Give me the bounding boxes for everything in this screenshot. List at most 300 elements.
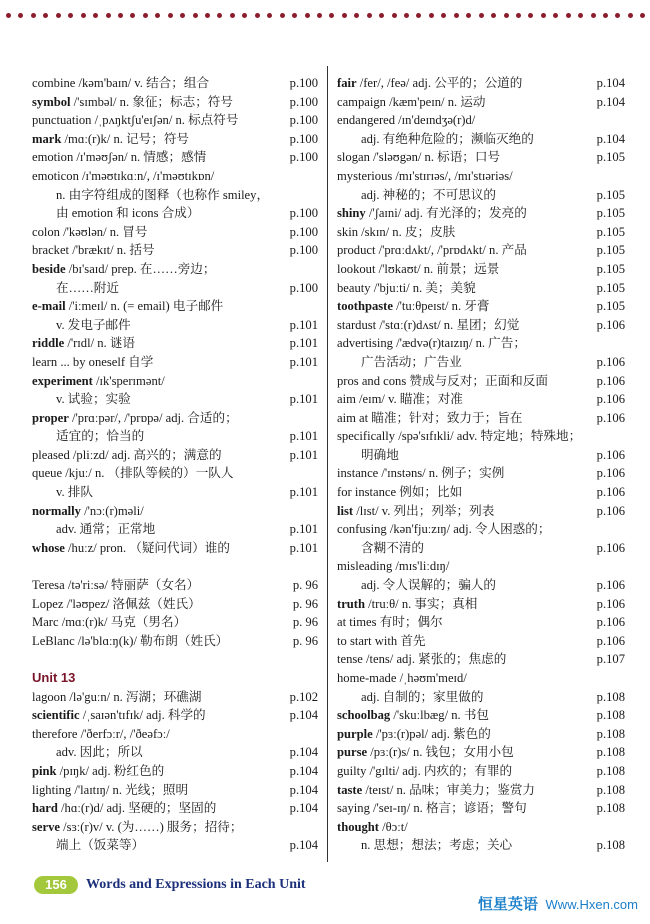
- entry-definition: /'ʃaɪni/ adj. 有光泽的；发亮的: [365, 206, 527, 221]
- vocab-entry: [337, 427, 625, 446]
- entry-text: [337, 427, 581, 446]
- page-reference: p. 96: [292, 633, 318, 648]
- vocab-entry: [337, 576, 625, 595]
- vocab-entry: [337, 557, 625, 576]
- entry-definition: lookout /'lʊkaʊt/ n. 前景；远景: [337, 261, 500, 276]
- entry-definition: beauty /'bjuːti/ n. 美；美貌: [337, 280, 476, 295]
- entry-definition: /huːz/ pron. （疑问代词）谁的: [64, 540, 230, 555]
- entry-text: [337, 650, 506, 669]
- entry-text: [32, 93, 233, 112]
- entry-definition: therefore /'ðerfɔːr/, /'ðeəfɔː/: [32, 726, 170, 741]
- vocab-entry: [337, 539, 625, 558]
- entry-text: [32, 427, 144, 446]
- entry-definition: v. 试验；实验: [56, 392, 131, 407]
- dot: [392, 13, 397, 18]
- vocab-entry: [337, 316, 625, 335]
- vocab-entry: [32, 743, 318, 762]
- entry-text: [337, 557, 449, 576]
- vocab-entry: [32, 762, 318, 781]
- entry-definition: /pɜː(r)s/ n. 钱包；女用小包: [367, 745, 514, 760]
- dot: [516, 13, 521, 18]
- vocab-entry: [32, 93, 318, 112]
- entry-text: [337, 818, 408, 837]
- vocab-entry: [32, 372, 318, 391]
- vocab-entry: [32, 223, 318, 242]
- entry-definition: n. 思想；想法；考虑；关心: [361, 838, 513, 853]
- page-reference: p.100: [289, 224, 318, 239]
- entry-text: [32, 539, 230, 558]
- dot: [628, 13, 633, 18]
- dot: [317, 13, 322, 18]
- page-reference: p.106: [596, 540, 625, 555]
- dot: [93, 13, 98, 18]
- vocab-entry: [337, 632, 625, 651]
- headword: fair: [337, 76, 357, 90]
- entry-text: [337, 260, 499, 279]
- dot: [466, 13, 471, 18]
- entry-text: [337, 613, 443, 632]
- entry-definition: LeBlanc /lə'blɑːŋ(k)/ 勒布朗（姓氏）: [32, 633, 229, 648]
- entry-text: [32, 762, 164, 781]
- vocab-entry: [32, 446, 318, 465]
- entry-text: [337, 409, 522, 428]
- vocab-entry: [32, 502, 318, 521]
- dot: [640, 13, 645, 18]
- vocab-entry: [337, 483, 625, 502]
- page-reference: p.108: [596, 838, 625, 853]
- entry-definition: lighting /'laɪtɪŋ/ n. 光线；照明: [32, 782, 189, 797]
- vocab-entry: [32, 74, 318, 93]
- headword: beside: [32, 261, 66, 276]
- entry-text: [337, 353, 462, 372]
- entry-definition: /'prɑːpər/, /'prɒpə/ adj. 合适的；: [68, 410, 238, 425]
- entry-text: [337, 390, 463, 409]
- entry-text: [32, 520, 155, 539]
- page-reference: p. 96: [292, 578, 318, 593]
- vocab-entry: [337, 74, 625, 93]
- entry-text: [337, 372, 548, 391]
- vocab-entry: [337, 669, 625, 688]
- headword: taste: [337, 782, 363, 797]
- page-reference: p. 96: [292, 615, 318, 630]
- entry-text: [32, 464, 234, 483]
- headword: pink: [32, 763, 57, 778]
- page-reference: p.101: [289, 540, 318, 555]
- vocab-entry: [32, 483, 318, 502]
- dot: [342, 13, 347, 18]
- entry-definition: queue /kjuː/ n. （排队等候的）一队人: [32, 466, 234, 481]
- vocab-entry: [32, 334, 318, 353]
- page-reference: p.106: [596, 503, 625, 518]
- entry-definition: bracket /'brækɪt/ n. 括号: [32, 243, 155, 258]
- page-reference: p. 96: [292, 596, 318, 611]
- entry-text: [337, 688, 483, 707]
- headword: toothpaste: [337, 299, 393, 314]
- column-divider: [327, 66, 328, 862]
- dot: [416, 13, 421, 18]
- entry-text: [337, 74, 522, 93]
- dot: [155, 13, 160, 18]
- entry-text: [337, 167, 513, 186]
- page-reference: p.106: [596, 447, 625, 462]
- dot: [528, 13, 533, 18]
- vocab-entry: [337, 464, 625, 483]
- vocab-entry: [337, 204, 625, 223]
- watermark: [478, 896, 638, 914]
- dot: [491, 13, 496, 18]
- vocab-entry: [32, 297, 318, 316]
- entry-text: [337, 223, 455, 242]
- entry-definition: /truːθ/ n. 事实；真相: [365, 596, 478, 611]
- page-reference: p.101: [289, 485, 318, 500]
- watermark-brand: 恒星英语: [477, 896, 538, 913]
- vocab-entry: [337, 93, 625, 112]
- vocab-entry: [32, 725, 318, 744]
- page-reference: p.100: [289, 113, 318, 128]
- dot: [603, 13, 608, 18]
- entry-definition: Marc /mɑː(r)k/ 马克（男名）: [32, 615, 187, 630]
- entry-definition: slogan /'sləʊgən/ n. 标语；口号: [337, 150, 501, 165]
- dot: [242, 13, 247, 18]
- page-reference: p.106: [596, 596, 625, 611]
- entry-text: [32, 316, 131, 335]
- entry-definition: saying /'seɪ-ɪŋ/ n. 格言；谚语；警句: [337, 801, 527, 816]
- page-reference: p.101: [289, 354, 318, 369]
- entry-definition: specifically /spə'sɪfɪkli/ adv. 特定地；特殊地；: [337, 429, 582, 444]
- page-reference: p.105: [596, 299, 625, 314]
- entry-definition: /ˌsaɪən'tɪfɪk/ adj. 科学的: [79, 708, 206, 723]
- entry-text: [32, 204, 199, 223]
- watermark-url: Www.Hxen.com: [545, 897, 638, 912]
- page-reference: p.105: [596, 206, 625, 221]
- headword: schoolbag: [337, 708, 391, 723]
- vocab-entry: [337, 279, 625, 298]
- entry-text: [337, 483, 462, 502]
- page-reference: p.102: [289, 689, 318, 704]
- page-reference: p.104: [596, 94, 625, 109]
- entry-definition: mysterious /mɪ'stɪrɪəs/, /mɪ'stɪəriəs/: [337, 168, 513, 183]
- headword: list: [337, 503, 354, 518]
- entry-text: [32, 483, 93, 502]
- entry-definition: product /'prɑːdʌkt/, /'prɒdʌkt/ n. 产品: [337, 243, 527, 258]
- vocab-entry: [337, 762, 625, 781]
- entry-text: [337, 446, 399, 465]
- entry-definition: lagoon /lə'guːn/ n. 泻湖；环礁湖: [32, 689, 202, 704]
- headword: hard: [32, 801, 58, 816]
- page-reference: p.106: [596, 354, 625, 369]
- entry-text: [32, 502, 144, 521]
- vocab-entry: [32, 520, 318, 539]
- entry-text: [337, 762, 512, 781]
- entry-definition: /'iːmeɪl/ n. (= email) 电子邮件: [65, 299, 224, 314]
- vocab-entry: [32, 706, 318, 725]
- entry-text: [32, 613, 186, 632]
- dot: [143, 13, 148, 18]
- vocab-entry: [32, 148, 318, 167]
- entry-text: [337, 669, 467, 688]
- entry-text: [32, 223, 148, 242]
- page-reference: p.104: [596, 131, 625, 146]
- page-reference: p.104: [289, 708, 318, 723]
- entry-text: [337, 781, 535, 800]
- dot: [18, 13, 23, 18]
- vocab-entry: [32, 111, 318, 130]
- entry-text: [337, 204, 527, 223]
- headword: thought: [337, 819, 379, 834]
- entry-text: [337, 632, 426, 651]
- headword: scientific: [32, 708, 80, 723]
- page-reference: p.106: [596, 392, 625, 407]
- dot: [429, 13, 434, 18]
- vocab-entry: [337, 111, 625, 130]
- vocab-entry: [337, 595, 625, 614]
- page-reference: p.107: [596, 652, 625, 667]
- headword: serve: [32, 819, 60, 834]
- vocab-entry: [32, 818, 318, 837]
- entry-definition: /'nɔː(r)məli/: [80, 503, 144, 518]
- headword: purse: [337, 745, 368, 760]
- dot: [292, 13, 297, 18]
- page-reference: p.101: [289, 522, 318, 537]
- vocab-entry: [32, 464, 318, 483]
- entry-text: [32, 372, 165, 391]
- entry-definition: aim at 瞄准；针对；致力于；旨在: [337, 410, 523, 425]
- vocab-entry: [337, 743, 625, 762]
- entry-definition: skin /skɪn/ n. 皮；皮肤: [337, 224, 456, 239]
- entry-text: [32, 595, 201, 614]
- vocab-entry: [337, 725, 625, 744]
- entry-text: [32, 130, 189, 149]
- vocab-entry: [337, 148, 625, 167]
- page-reference: p.100: [289, 76, 318, 90]
- entry-definition: /pɪŋk/ adj. 粉红色的: [56, 763, 165, 778]
- vocab-entry: [337, 334, 625, 353]
- vocab-entry: [337, 372, 625, 391]
- page-reference: p.100: [289, 243, 318, 258]
- vocab-entry: [337, 409, 625, 428]
- entry-text: [32, 279, 119, 298]
- left-vocabulary-column: [32, 74, 318, 855]
- headword: truth: [337, 596, 365, 611]
- entry-definition: 在……附近: [56, 280, 119, 295]
- vocab-entry: [337, 650, 625, 669]
- page-reference: p.106: [596, 317, 625, 332]
- entry-definition: learn ... by oneself 自学: [32, 354, 154, 369]
- page-reference: p.101: [289, 447, 318, 462]
- entry-text: [32, 334, 135, 353]
- page-reference: p.100: [289, 94, 318, 109]
- page-reference: p.100: [289, 150, 318, 165]
- entry-definition: v. 发电子邮件: [56, 317, 131, 332]
- entry-text: [337, 706, 489, 725]
- entry-definition: 端上（饭菜等）: [56, 838, 145, 853]
- entry-definition: /fer/, /feə/ adj. 公平的；公道的: [356, 76, 523, 90]
- page-reference: p.104: [289, 763, 318, 778]
- entry-definition: 明确地: [361, 447, 399, 462]
- entry-definition: /lɪst/ v. 列出；列举；列表: [353, 503, 495, 518]
- entry-text: [337, 520, 550, 539]
- dot: [379, 13, 384, 18]
- vocab-entry: [337, 390, 625, 409]
- vocab-entry: [337, 781, 625, 800]
- dot: [441, 13, 446, 18]
- entry-definition: adj. 自制的；家里做的: [361, 689, 484, 704]
- vocab-entry: [32, 799, 318, 818]
- entry-definition: adj. 有绝种危险的；濒临灭绝的: [361, 131, 534, 146]
- entry-definition: /θɔːt/: [379, 819, 408, 834]
- page-reference: p.106: [596, 485, 625, 500]
- entry-text: [32, 818, 243, 837]
- entry-text: [32, 799, 216, 818]
- page-reference: p.105: [596, 243, 625, 258]
- vocab-entry: [32, 539, 318, 558]
- vocab-entry: [337, 799, 625, 818]
- entry-text: [337, 539, 424, 558]
- vocab-entry: [32, 204, 318, 223]
- vocab-entry: [337, 167, 625, 186]
- page-reference: p.105: [596, 187, 625, 202]
- entry-definition: n. 由字符组成的图释（也称作 smiley，: [56, 187, 270, 202]
- page-reference: p.101: [289, 317, 318, 332]
- vocab-entry: [32, 241, 318, 260]
- dot: [217, 13, 222, 18]
- vocab-entry: [32, 836, 318, 855]
- entry-text: [337, 502, 494, 521]
- entry-definition: /'rɪdl/ n. 谜语: [64, 336, 136, 351]
- headword: normally: [32, 503, 81, 518]
- entry-text: [337, 241, 527, 260]
- entry-definition: adv. 通常；正常地: [56, 522, 156, 537]
- entry-text: [32, 74, 209, 93]
- dot: [31, 13, 36, 18]
- entry-text: [337, 595, 477, 614]
- entry-definition: colon /'kəʊlən/ n. 冒号: [32, 224, 148, 239]
- vocab-entry: [337, 706, 625, 725]
- dot: [68, 13, 73, 18]
- page-reference: p.108: [596, 782, 625, 797]
- page-reference: p.101: [289, 429, 318, 444]
- entry-definition: pleased /pliːzd/ adj. 高兴的；满意的: [32, 447, 222, 462]
- entry-definition: stardust /'stɑː(r)dʌst/ n. 星团；幻觉: [337, 317, 520, 332]
- dot: [130, 13, 135, 18]
- entry-text: [32, 632, 228, 651]
- entry-definition: /'skuːlbæg/ n. 书包: [390, 708, 490, 723]
- headword: symbol: [32, 94, 71, 109]
- entry-text: [32, 297, 223, 316]
- page-reference: p.108: [596, 801, 625, 816]
- dot: [329, 13, 334, 18]
- vocab-entry: [32, 427, 318, 446]
- decorative-dot-border: [6, 13, 646, 21]
- vocab-entry: [337, 223, 625, 242]
- vocab-entry: [337, 502, 625, 521]
- dot: [566, 13, 571, 18]
- entry-definition: /bɪ'saɪd/ prep. 在……旁边；: [65, 261, 216, 276]
- page-reference: p.104: [596, 76, 625, 90]
- dot: [553, 13, 558, 18]
- vocab-entry: [32, 595, 318, 614]
- entry-text: [337, 725, 491, 744]
- entry-definition: to start with 首先: [337, 633, 426, 648]
- page-reference: p.106: [596, 615, 625, 630]
- vocab-entry: [337, 297, 625, 316]
- headword: shiny: [337, 206, 366, 221]
- entry-definition: /'pɜː(r)pəl/ adj. 紫色的: [372, 726, 491, 741]
- page-reference: p.104: [289, 838, 318, 853]
- entry-text: [337, 111, 475, 130]
- dot: [504, 13, 509, 18]
- page-reference: p.101: [289, 392, 318, 407]
- entry-text: [32, 743, 143, 762]
- dot: [578, 13, 583, 18]
- page-reference: p.106: [596, 373, 625, 388]
- dot: [6, 13, 11, 18]
- vocab-entry: [32, 353, 318, 372]
- entry-definition: punctuation /ˌpʌŋktʃu'eɪʃən/ n. 标点符号: [32, 113, 239, 128]
- dot: [591, 13, 596, 18]
- page-reference: p.106: [596, 578, 625, 593]
- dot: [404, 13, 409, 18]
- entry-text: [32, 260, 215, 279]
- page-reference: p.108: [596, 745, 625, 760]
- entry-definition: adv. 因此；所以: [56, 745, 143, 760]
- vocab-entry: [32, 781, 318, 800]
- headword: whose: [32, 540, 65, 555]
- entry-definition: advertising /'ædvə(r)taɪzɪŋ/ n. 广告；: [337, 336, 526, 351]
- dot: [454, 13, 459, 18]
- page-reference: p.106: [596, 466, 625, 481]
- dot: [43, 13, 48, 18]
- entry-definition: tense /tens/ adj. 紧张的；焦虑的: [337, 652, 507, 667]
- entry-definition: 广告活动；广告业: [361, 354, 462, 369]
- vocab-entry: [337, 186, 625, 205]
- dot: [106, 13, 111, 18]
- vocab-entry: [337, 688, 625, 707]
- entry-definition: home-made /ˌhəʊm'meɪd/: [337, 671, 467, 685]
- entry-text: [337, 130, 534, 149]
- entry-definition: emotion /ɪ'məʊʃən/ n. 情感；感情: [32, 150, 207, 165]
- entry-text: [337, 297, 489, 316]
- vocab-entry: [32, 390, 318, 409]
- entry-definition: Lopez /'ləʊpez/ 洛佩兹（姓氏）: [32, 596, 201, 611]
- entry-definition: campaign /kæm'peɪn/ n. 运动: [337, 94, 486, 109]
- entry-definition: /mɑː(r)k/ n. 记号；符号: [61, 131, 190, 146]
- page-reference: p.105: [596, 224, 625, 239]
- vocab-entry: [337, 836, 625, 855]
- entry-definition: /teɪst/ n. 品味；审美力；鉴赏力: [362, 782, 536, 797]
- vocab-entry: [32, 260, 318, 279]
- entry-definition: aim /eɪm/ v. 瞄准；对准: [337, 392, 463, 407]
- dot: [118, 13, 123, 18]
- entry-definition: 由 emotion 和 icons 合成）: [56, 206, 200, 221]
- page-reference: p.108: [596, 726, 625, 741]
- vocab-entry: [32, 409, 318, 428]
- page-reference: p.100: [289, 206, 318, 221]
- entry-definition: Teresa /tə'riːsə/ 特丽萨（女名）: [32, 578, 200, 593]
- entry-definition: adj. 令人误解的；骗人的: [361, 578, 497, 593]
- dot: [205, 13, 210, 18]
- entry-text: [32, 688, 201, 707]
- entry-definition: /'tuːθpeɪst/ n. 牙膏: [392, 299, 490, 314]
- entry-text: [32, 446, 222, 465]
- page-reference: p.105: [596, 280, 625, 295]
- spacer: [32, 650, 318, 669]
- entry-text: [337, 576, 496, 595]
- vocab-entry: [337, 613, 625, 632]
- vocab-entry: [337, 241, 625, 260]
- headword: e-mail: [32, 299, 66, 314]
- dot: [280, 13, 285, 18]
